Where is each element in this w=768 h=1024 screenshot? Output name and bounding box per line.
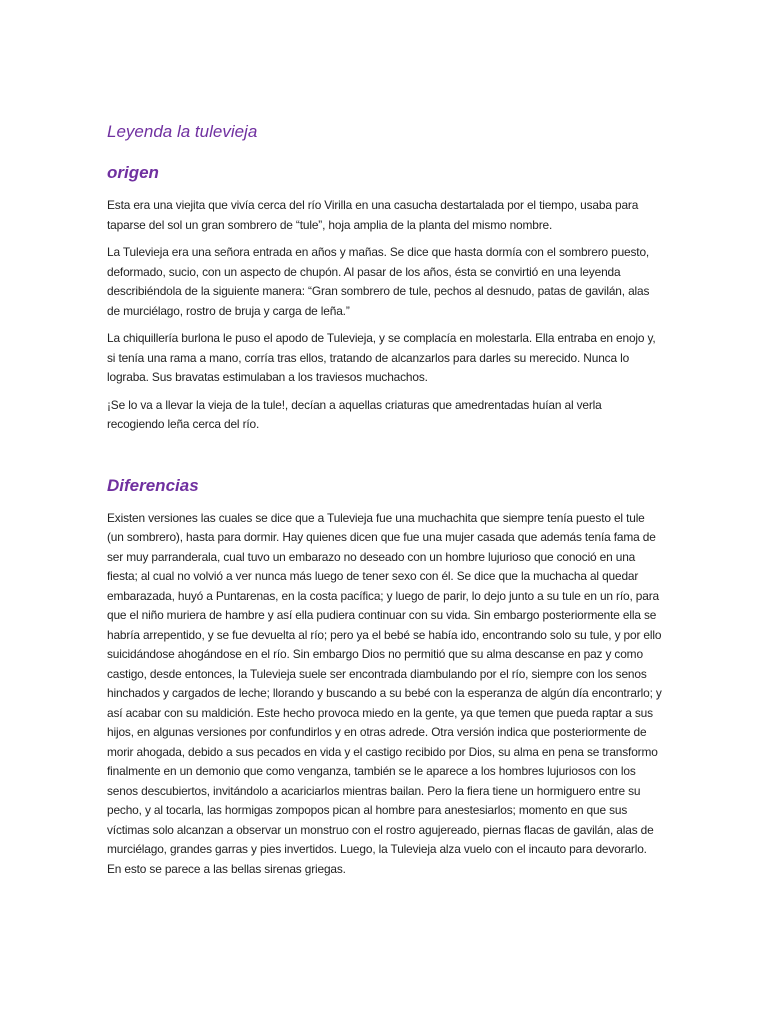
section-heading-origin: origen <box>107 163 159 182</box>
paragraph-differences-1: Existen versiones las cuales se dice que a Tulevieja fue una muchachita que siempre tenía puesto el tule (un sombrero), hasta para dormir. Hay quienes dicen que fue una mujer casada que además tenía fama de ser muy parranderala, cual tuvo un embarazo no deseado con un hombre lujurioso que conoció en una fiesta; al cual no volvió a ver nunca más luego de tener sexo con él. Se dice que la muchacha al quedar embarazada, huyó a Puntarenas, en la costa pacífica; y luego de parir, lo dejo junto a su tule en un río, para que el niño muriera de hambre y así ella pudiera continuar con su vida. Sin embargo posteriormente ella se habría arrepentido, y se fue devuelta al río; pero ya el bebé se había ido, encontrando solo su tule, y por ello suicidándose ahogándose en el río. Sin embargo Dios no permitió que su alma descanse en paz y como castigo, desde entonces, la Tulevieja suele ser encontrada diambulando por el río, siempre con los senos hinchados y cargados de leche; llorando y buscando a su bebé con la esperanza de algún día encontrarlo; y así acabar con su maldición. Este hecho provoca miedo en la gente, ya que temen que pueda raptar a sus hijos, en algunas versiones por confundirlos y en otras adrede. Otra versión indica que posteriormente de morir ahogada, debido a sus pecados en vida y el castigo recibido por Dios, su alma en pena se transformo finalmente en un demonio que como venganza, también se le aparece a los hombres lujuriosos con los senos descubiertos, invitándolo a acariciarlos mientras bailan. Pero la fiera tiene un hormiguero entre su pecho, y al tocarla, las hormigas zompopos pican al hombre para anestesiarlos; momento en que sus víctimas solo alcanzan a observar un monstruo con el rostro agujereado, piernas flacas de gavilán, alas de murciélago, grandes garras y pies invertidos. Luego, la Tulevieja alza vuelo con el incauto para devorarlo. En esto se parece a las bellas sirenas griegas. <box>107 510 662 876</box>
paragraph-origin-2: La Tulevieja era una señora entrada en años y mañas. Se dice que hasta dormía con el sombrero puesto, deformado, sucio, con un aspecto de chupón. Al pasar de los años, ésta se convirtió en una leyenda describiéndola de la siguiente manera: “Gran sombrero de tule, pechos al desnudo, patas de gavilán, alas de murciélago, rostro de bruja y carga de leña.” <box>107 245 650 318</box>
paragraph-origin-3: La chiquillería burlona le puso el apodo de Tulevieja, y se complacía en molestarla. Ella entraba en enojo y, si tenía una rama a mano, corría tras ellos, tratando de alcanzarlos para darles su merecido. Nunca lo lograba. Sus bravatas estimulaban a los traviesos muchachos. <box>107 331 656 384</box>
paragraph-origin-1: Esta era una viejita que vivía cerca del río Virilla en una casucha destartalada por el tiempo, usaba para taparse del sol un gran sombrero de “tule”, hoja amplia de la planta del mismo nombre. <box>107 198 639 232</box>
paragraph-origin-4: ¡Se lo va a llevar la vieja de la tule!, decían a aquellas criaturas que amedrentadas huían al verla recogiendo leña cerca del río. <box>107 397 602 431</box>
section-heading-differences: Diferencias <box>107 475 199 495</box>
document-page <box>107 118 662 879</box>
document-title: Leyenda la tulevieja <box>107 122 258 141</box>
